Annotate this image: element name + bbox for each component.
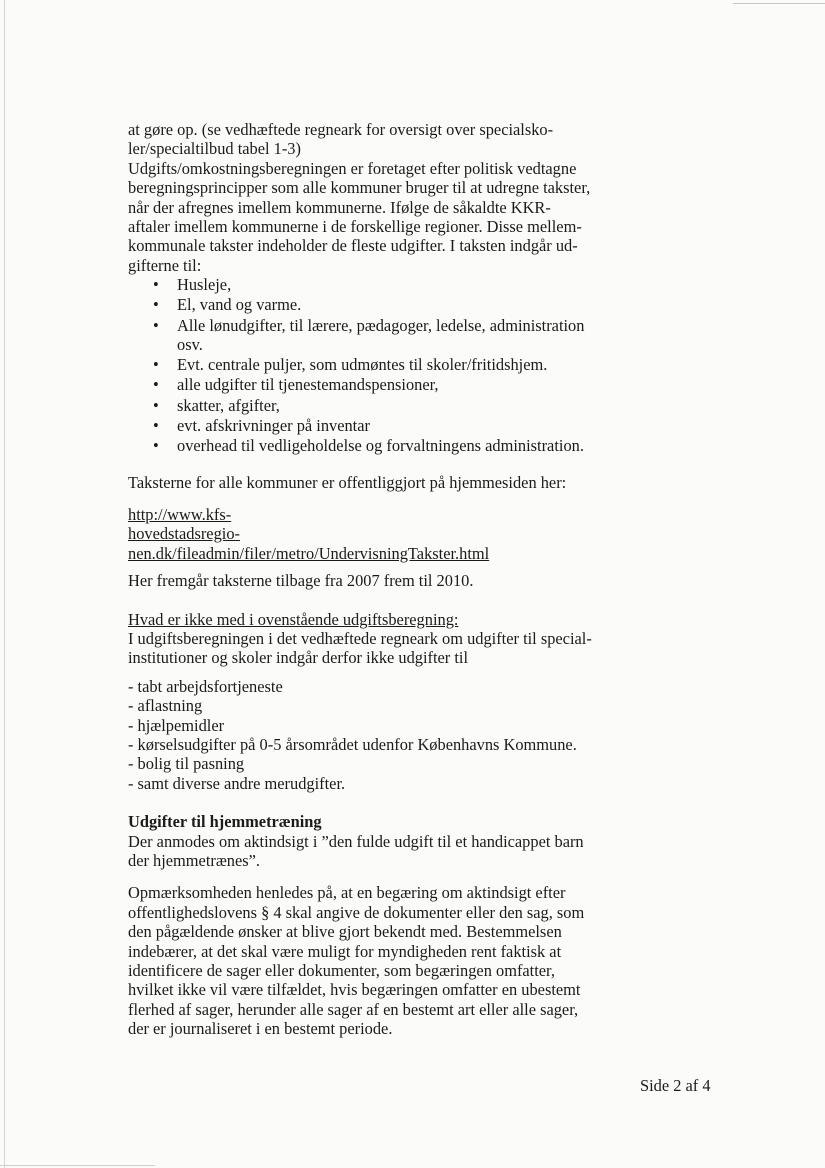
link-line[interactable]: nen.dk/fileadmin/filer/metro/UndervisningTakster.html bbox=[128, 543, 490, 563]
text-line: at gøre op. (se vedhæftede regneark for oversigt over specialsko- bbox=[128, 120, 554, 139]
text-line: Opmærksomheden henledes på, at en begæring om aktindsigt efter bbox=[128, 883, 566, 903]
dash-item: - hjælpemidler bbox=[128, 715, 225, 735]
link-line[interactable]: hovedstadsregio- bbox=[128, 524, 240, 544]
bullet-item: • alle udgifter til tjenestemandspensioner, bbox=[128, 375, 608, 394]
text-line: der hjemmetrænes”. bbox=[128, 850, 260, 870]
taxes-link[interactable] bbox=[128, 505, 608, 563]
text-line: Der anmodes om aktindsigt i ”den fulde udgift til et handicappet barn bbox=[128, 831, 584, 851]
dash-item: - kørselsudgifter på 0-5 årsområdet udenfor Københavns Kommune. bbox=[128, 734, 577, 754]
link-line[interactable]: http://www.kfs- bbox=[128, 504, 232, 524]
text-line: Udgifts/omkostningsberegningen er foretaget efter politisk vedtagne bbox=[128, 158, 577, 178]
text-line: aftaler imellem kommunerne i de forskellige regioner. Disse mellem- bbox=[128, 217, 582, 237]
dash-item: - tabt arbejdsfortjeneste bbox=[128, 676, 283, 696]
taxes-published-line: Taksterne for alle kommuner er offentliggjort på hjemmesiden her: bbox=[128, 473, 567, 493]
text-line: beregningsprincipper som alle kommuner bruger til at udregne takster, bbox=[128, 178, 591, 198]
bullet-item: • Alle lønudgifter, til lærere, pædagoger, ledelse, administration osv. bbox=[128, 316, 608, 355]
dash-item: - aflastning bbox=[128, 696, 203, 716]
text-line: kommunale takster indeholder de fleste udgifter. I taksten indgår ud- bbox=[128, 236, 578, 256]
text-line: når der afregnes imellem kommunerne. Ifølge de såkaldte KKR- bbox=[128, 197, 551, 217]
bullet-item: • overhead til vedligeholdelse og forvaltningens administration. bbox=[128, 436, 608, 455]
text-line: I udgiftsberegningen i det vedhæftede regneark om udgifter til special- bbox=[128, 628, 592, 648]
text-line: offentlighedslovens § 4 skal angive de dokumenter eller den sag, som bbox=[128, 902, 585, 922]
bullet-item: • Husleje, bbox=[128, 275, 608, 294]
period-line: Her fremgår taksterne tilbage fra 2007 frem til 2010. bbox=[128, 571, 474, 591]
intro-paragraph bbox=[128, 120, 608, 275]
bullet-item: • evt. afskrivninger på inventar bbox=[128, 416, 608, 435]
dash-item: - samt diverse andre merudgifter. bbox=[128, 773, 346, 793]
dash-item: - bolig til pasning bbox=[128, 754, 245, 774]
excluded-expenses-list bbox=[128, 677, 608, 793]
text-line: gifterne til: bbox=[128, 255, 202, 275]
text-line: den pågældende ønsker at blive gjort bekendt med. Bestemmelsen bbox=[128, 922, 562, 942]
scan-edge-left bbox=[4, 0, 5, 1168]
not-included-intro bbox=[128, 629, 608, 668]
document-body bbox=[128, 120, 608, 1039]
text-line: ler/specialtilbud tabel 1-3) bbox=[128, 139, 301, 159]
expense-bullet-list bbox=[128, 275, 608, 455]
bullet-item: • skatter, afgifter, bbox=[128, 396, 608, 415]
text-line: identificere de sager eller dokumenter, som begæringen omfatter, bbox=[128, 961, 555, 981]
page-number: Side 2 af 4 bbox=[640, 1076, 711, 1095]
scan-edge-top bbox=[733, 3, 825, 4]
not-included-heading: Hvad er ikke med i ovenstående udgiftsberegning: bbox=[128, 609, 459, 629]
section-intro bbox=[128, 832, 608, 871]
text-line: flerhed af sager, herunder alle sager af en bestemt art eller alle sager, bbox=[128, 999, 579, 1019]
text-line: institutioner og skoler indgår derfor ikke udgifter til bbox=[128, 648, 469, 668]
section-heading: Udgifter til hjemmetræning bbox=[128, 812, 322, 832]
text-line: indebærer, at det skal være muligt for myndigheden rent faktisk at bbox=[128, 941, 562, 961]
text-line: der er journaliseret i en bestemt periode. bbox=[128, 1019, 393, 1039]
final-paragraph bbox=[128, 883, 608, 1038]
bullet-item: • El, vand og varme. bbox=[128, 295, 608, 314]
text-line: hvilket ikke vil være tilfældet, hvis begæringen omfatter en ubestemt bbox=[128, 980, 581, 1000]
scan-edge-bottom bbox=[0, 1165, 155, 1166]
bullet-item: • Evt. centrale puljer, som udmøntes til skoler/fritidshjem. bbox=[128, 355, 608, 374]
